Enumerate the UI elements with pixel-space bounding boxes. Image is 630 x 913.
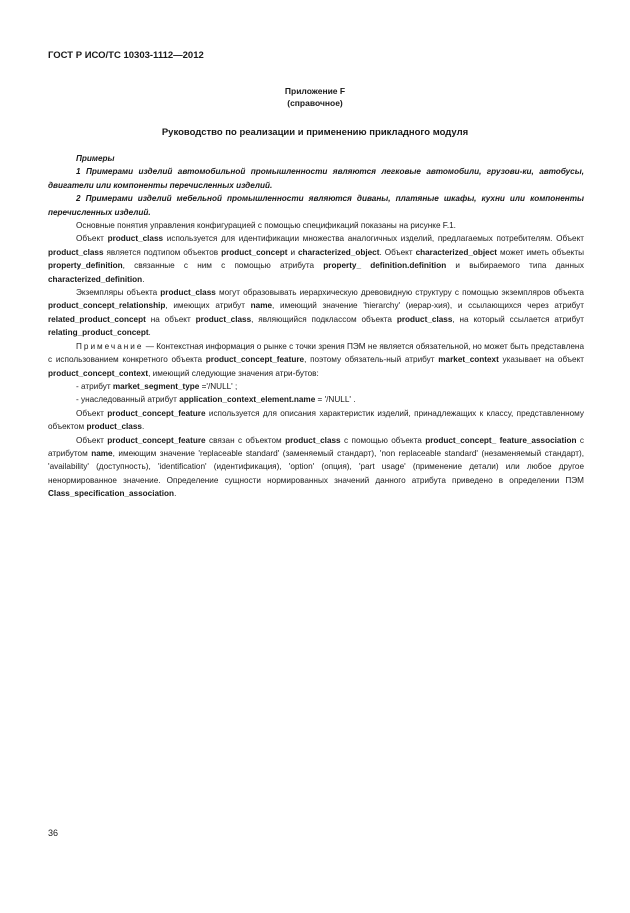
- text-run: - унаследованный атрибут: [76, 395, 180, 405]
- entity-name: market_segment_type: [112, 381, 200, 391]
- body-text: [48, 152, 584, 501]
- entity-name: product_concept_relationship: [48, 301, 166, 311]
- entity-name: property_definition: [48, 261, 123, 271]
- text-run: , имеющим значение 'replaceable standard' (заменяемый стандарт), 'non replaceable standard' (незаменяемый стандарт), 'availability' (доступность), 'identification' (идентификация), 'option' (опция), 'part usage' (применение детали) или любое другое ненормированное значение. Определение сущности нормированных значений данного атрибута приведено в определении ПЭМ: [48, 448, 584, 485]
- example-1: 1 Примерами изделий автомобильной промышленности являются легковые автомобили, грузови-ки, автобусы, двигатели или компоненты перечисленных изделий.: [48, 167, 584, 190]
- paragraph-product-class: [48, 232, 584, 286]
- entity-name: name: [91, 448, 113, 458]
- note-label: Примечание: [76, 341, 144, 351]
- text-run: Экземпляры объекта: [76, 288, 161, 298]
- entity-name: name: [250, 301, 273, 311]
- entity-name: characterized_object: [415, 247, 498, 257]
- text-run: , являющийся подклассом объекта: [251, 314, 397, 324]
- text-run: .: [148, 328, 151, 338]
- text-run: может иметь объекты: [497, 247, 584, 257]
- entity-name: product_class: [86, 422, 142, 432]
- paragraph-feature: [48, 407, 584, 434]
- text-run: — Контекстная информация о рынке с точки зрения ПЭМ не является обязательной, но может быть представлена с использованием конкретного объекта: [48, 341, 584, 365]
- entity-name: product_class: [48, 247, 104, 257]
- paragraph-figure-ref: Основные понятия управления конфигурацией с помощью спецификаций показаны на рисунке F.1.: [76, 221, 456, 231]
- entity-name: related_product_concept: [48, 314, 146, 324]
- entity-name: product_concept_feature: [107, 435, 206, 445]
- entity-name: product_class: [285, 435, 341, 445]
- paragraph-feature-association: [48, 434, 584, 501]
- text-run: , поэтому обязатель-ный атрибут: [304, 355, 439, 365]
- example-2: 2 Примерами изделий мебельной промышленности являются диваны, платяные шкафы, кухни или компоненты перечисленных изделий.: [48, 194, 584, 217]
- text-run: , имеющих атрибут: [165, 301, 251, 311]
- entity-name: product_class: [107, 234, 164, 244]
- entity-name: product_concept_feature: [107, 408, 206, 418]
- entity-name: market_context: [438, 355, 499, 365]
- text-run: с атрибутом: [48, 435, 584, 458]
- entity-name: characterized_definition: [48, 274, 143, 284]
- text-run: .: [141, 422, 145, 432]
- section-title: Руководство по реализации и применению прикладного модуля: [161, 127, 469, 138]
- page-number: 36: [48, 828, 59, 838]
- appendix-type: (справочное): [287, 98, 343, 108]
- entity-name: relating_product_concept: [48, 328, 149, 338]
- entity-name: Class_specification_association: [48, 489, 175, 499]
- text-run: используется для описания характеристик изделий, принадлежащих к классу, представленному объектом: [48, 408, 584, 432]
- entity-name: application_context_element.name: [179, 395, 316, 405]
- list-item: [48, 393, 584, 406]
- entity-name: product_concept_ feature_association: [425, 435, 577, 445]
- text-run: является подтипом объектов: [103, 247, 222, 257]
- text-run: , имеющий следующие значения атри-бутов:: [148, 368, 319, 378]
- paragraph-hierarchy: [48, 286, 584, 340]
- text-run: Объект: [76, 435, 108, 445]
- list-item: [48, 380, 584, 393]
- text-run: , на который ссылается атрибут: [452, 314, 584, 324]
- text-run: используется для идентификации множества аналогичных изделий, предлагаемых потребителям. Объект: [163, 234, 585, 244]
- text-run: указывает на объект: [498, 355, 584, 365]
- note-paragraph: [48, 340, 584, 380]
- text-run: ='/NULL' ;: [199, 381, 238, 391]
- text-run: Объект: [76, 408, 108, 418]
- entity-name: product_concept_context: [48, 368, 149, 378]
- entity-name: product_concept_feature: [205, 355, 305, 365]
- entity-name: property_ definition.definition: [323, 261, 447, 271]
- examples-heading: Примеры: [76, 154, 115, 163]
- appendix-label: Приложение F: [284, 86, 346, 96]
- text-run: .: [142, 274, 145, 284]
- text-run: , связанные с ним с помощью атрибута: [122, 261, 324, 271]
- text-run: - атрибут: [76, 381, 113, 391]
- text-run: на объект: [145, 314, 196, 324]
- text-run: с помощью объекта: [340, 435, 426, 445]
- text-run: Объект: [76, 234, 108, 244]
- entity-name: product_class: [195, 314, 252, 324]
- entity-name: characterized_object: [298, 247, 380, 257]
- text-run: , имеющий значение 'hierarchy' (иерар-хия), и ссылающихся через атрибут: [272, 301, 584, 311]
- entity-name: product_class: [396, 314, 453, 324]
- text-run: и выбираемого типа данных: [446, 261, 585, 271]
- text-run: . Объект: [379, 247, 416, 257]
- text-run: = '/NULL' .: [315, 395, 356, 405]
- entity-name: product_concept: [221, 247, 288, 257]
- text-run: связан с объектом: [205, 435, 286, 445]
- entity-name: product_class: [160, 288, 216, 298]
- text-run: могут образовывать иерархическую древовидную структуру с помощью экземпляров объекта: [215, 288, 584, 298]
- document-code: ГОСТ Р ИСО/ТС 10303-1112—2012: [48, 50, 204, 61]
- text-run: и: [287, 247, 298, 257]
- text-run: .: [174, 489, 177, 499]
